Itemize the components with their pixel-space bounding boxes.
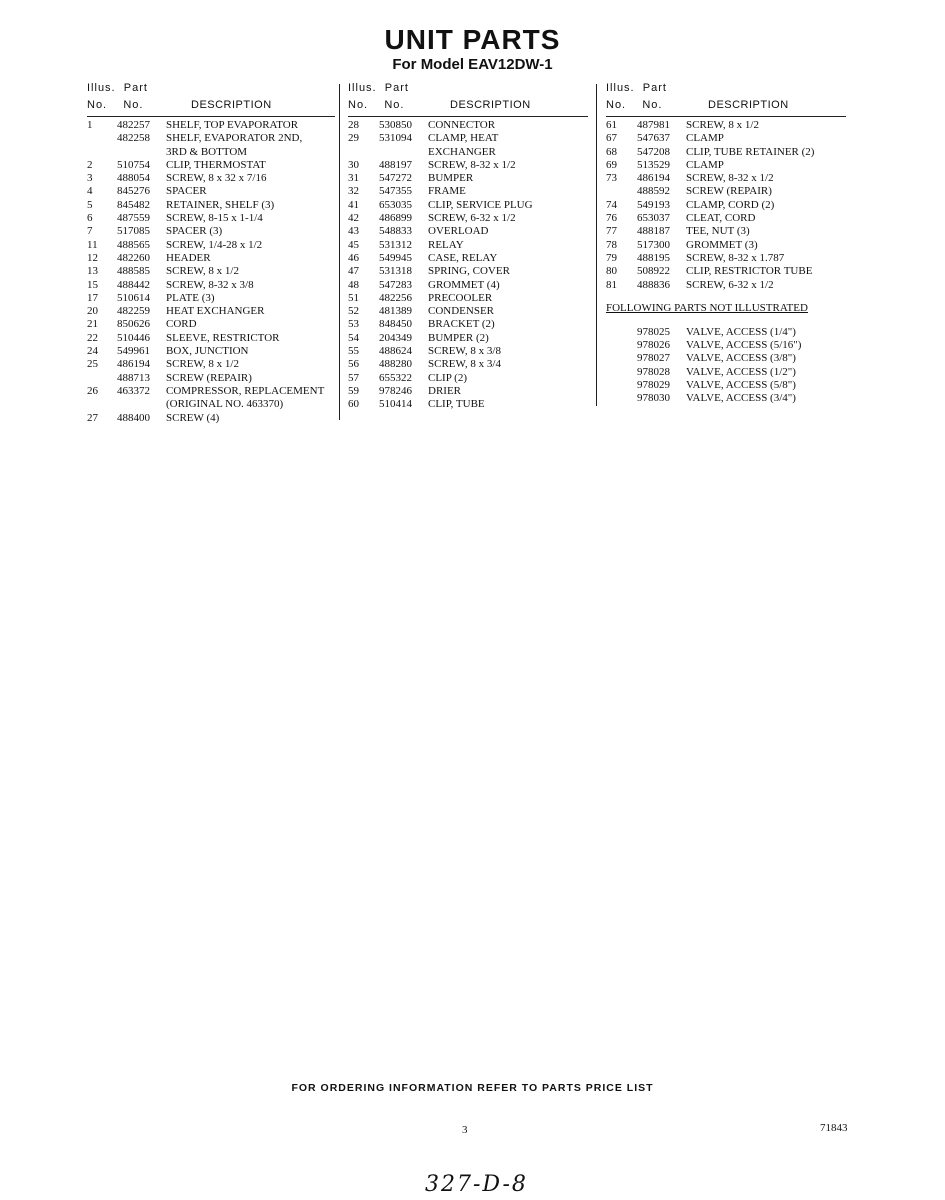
part-description: CLAMP, HEAT — [428, 132, 499, 145]
description-header: DESCRIPTION — [191, 99, 272, 111]
part-number: 531318 — [379, 265, 412, 278]
part-row — [606, 132, 846, 145]
parts-column-1 — [87, 82, 335, 425]
part-row — [87, 279, 335, 292]
part-row — [606, 279, 846, 292]
page-title: UNIT PARTS — [384, 24, 561, 55]
handwritten-note: 327-D-8 — [425, 1172, 528, 1197]
part-row — [87, 252, 335, 265]
illus-number: 4 — [87, 185, 93, 198]
part-row — [87, 146, 335, 159]
not-illustrated-row — [606, 379, 846, 392]
not-illustrated-row — [606, 339, 846, 352]
illus-number: 68 — [606, 145, 617, 158]
illus-number: 56 — [348, 358, 359, 371]
part-number: 547637 — [637, 132, 670, 145]
no-labels: No. No. — [87, 99, 144, 111]
illus-part-label: Illus. Part — [87, 82, 148, 94]
illus-number: 24 — [87, 345, 98, 358]
part-number: 463372 — [117, 384, 150, 397]
illus-number: 79 — [606, 251, 617, 264]
part-description: CLEAT, CORD — [686, 212, 756, 225]
part-description: CLIP, SERVICE PLUG — [428, 198, 533, 211]
part-row — [606, 159, 846, 172]
part-row — [87, 358, 335, 371]
part-number: 517085 — [117, 225, 150, 238]
part-row — [606, 225, 846, 238]
part-description: CONDENSER — [428, 305, 495, 318]
part-row — [348, 385, 588, 398]
illus-number: 31 — [348, 172, 359, 185]
illus-number: 22 — [87, 331, 98, 344]
part-description: CLAMP — [686, 132, 724, 145]
part-number: 547283 — [379, 278, 412, 291]
part-number: 482260 — [117, 251, 150, 264]
illus-number: 74 — [606, 198, 617, 211]
part-row — [87, 132, 335, 145]
part-description: FRAME — [428, 185, 466, 198]
part-row — [348, 225, 588, 238]
part-description: CLAMP, CORD (2) — [686, 198, 775, 211]
part-description: RELAY — [428, 238, 464, 251]
part-row — [87, 305, 335, 318]
part-description: DRIER — [428, 384, 461, 397]
part-number: 978028 — [637, 365, 670, 378]
part-description: SCREW (REPAIR) — [686, 185, 772, 198]
part-number: 547355 — [379, 185, 412, 198]
part-number: 655322 — [379, 371, 412, 384]
part-number: 978027 — [637, 352, 670, 365]
part-description: CASE, RELAY — [428, 251, 498, 264]
not-illustrated-row — [606, 352, 846, 365]
part-row — [348, 358, 588, 371]
illus-number: 60 — [348, 398, 359, 411]
illus-number: 78 — [606, 238, 617, 251]
part-description: SCREW, 8 x 1/2 — [166, 265, 239, 278]
part-row — [606, 265, 846, 278]
header-rule — [348, 116, 588, 117]
part-number: 531094 — [379, 132, 412, 145]
part-row — [87, 239, 335, 252]
part-row — [348, 292, 588, 305]
part-row — [348, 332, 588, 345]
part-description: SPACER — [166, 185, 207, 198]
part-description: SCREW (4) — [166, 411, 220, 424]
illus-number: 26 — [87, 384, 98, 397]
header-rule — [87, 116, 335, 117]
part-description: SCREW, 8-32 x 1/2 — [428, 158, 516, 171]
part-number: 486194 — [117, 358, 150, 371]
part-description: CLAMP — [686, 158, 724, 171]
part-description: SHELF, EVAPORATOR 2ND, — [166, 132, 303, 145]
part-description: CLIP, THERMOSTAT — [166, 158, 266, 171]
part-description: SCREW, 6-32 x 1/2 — [686, 278, 774, 291]
part-description: SCREW, 8-32 x 3/8 — [166, 278, 254, 291]
no-labels: No. No. — [606, 99, 663, 111]
part-description: PRECOOLER — [428, 291, 493, 304]
part-number: 978025 — [637, 325, 670, 338]
part-number: 488713 — [117, 371, 150, 384]
not-illustrated-list — [606, 326, 846, 406]
illus-number: 13 — [87, 265, 98, 278]
part-number: 547272 — [379, 172, 412, 185]
part-row — [606, 185, 846, 198]
illus-number: 11 — [87, 238, 98, 251]
model-subtitle: For Model EAV12DW-1 — [392, 56, 553, 73]
illus-number: 59 — [348, 384, 359, 397]
illus-number: 67 — [606, 132, 617, 145]
illus-number: 45 — [348, 238, 359, 251]
part-number: 482258 — [117, 132, 150, 145]
part-description: 3RD & BOTTOM — [166, 145, 248, 158]
illus-number: 29 — [348, 132, 359, 145]
part-description: SCREW, 8-32 x 1/2 — [686, 172, 774, 185]
part-row — [87, 172, 335, 185]
part-description: SCREW, 8 x 1/2 — [686, 119, 759, 131]
part-row — [348, 172, 588, 185]
part-number: 513529 — [637, 158, 670, 171]
part-description: GROMMET (4) — [428, 278, 500, 291]
part-description: CLIP, TUBE — [428, 398, 485, 411]
part-description: VALVE, ACCESS (3/4") — [686, 392, 796, 405]
illus-number: 3 — [87, 172, 93, 185]
part-row — [348, 132, 588, 145]
part-description: CORD — [166, 318, 197, 331]
part-description: SCREW, 6-32 x 1/2 — [428, 212, 516, 225]
illus-number: 6 — [87, 212, 93, 225]
part-number: 488585 — [117, 265, 150, 278]
part-description: VALVE, ACCESS (5/8") — [686, 379, 796, 392]
page-number: 3 — [462, 1124, 468, 1136]
part-number: 486899 — [379, 212, 412, 225]
part-number: 531312 — [379, 238, 412, 251]
parts-column-2 — [348, 82, 588, 412]
part-row — [348, 159, 588, 172]
not-illustrated-row — [606, 326, 846, 339]
part-number: 488187 — [637, 225, 670, 238]
part-number: 510414 — [379, 398, 412, 411]
part-description: SPACER (3) — [166, 225, 223, 238]
part-row — [87, 199, 335, 212]
parts-list — [348, 119, 588, 412]
illus-number: 47 — [348, 265, 359, 278]
part-number: 482257 — [117, 119, 150, 131]
parts-list — [87, 119, 335, 425]
part-description: COMPRESSOR, REPLACEMENT — [166, 384, 325, 397]
illus-number: 52 — [348, 305, 359, 318]
part-number: 510446 — [117, 331, 150, 344]
part-number: 486194 — [637, 172, 670, 185]
part-number: 487981 — [637, 119, 670, 131]
part-number: 488197 — [379, 158, 412, 171]
illus-number: 77 — [606, 225, 617, 238]
illus-number: 20 — [87, 305, 98, 318]
part-description: BOX, JUNCTION — [166, 345, 249, 358]
illus-number: 81 — [606, 278, 617, 291]
part-number: 549945 — [379, 251, 412, 264]
part-number: 978026 — [637, 339, 670, 352]
part-description: CLIP, TUBE RETAINER (2) — [686, 145, 815, 158]
illus-number: 69 — [606, 158, 617, 171]
part-row — [606, 212, 846, 225]
part-description: (ORIGINAL NO. 463370) — [166, 398, 284, 411]
description-header: DESCRIPTION — [450, 99, 531, 111]
part-description: CONNECTOR — [428, 119, 496, 131]
illus-number: 32 — [348, 185, 359, 198]
part-row — [606, 172, 846, 185]
column-divider — [339, 84, 340, 420]
part-number: 510754 — [117, 158, 150, 171]
illus-number: 73 — [606, 172, 617, 185]
part-row — [87, 398, 335, 411]
part-description: VALVE, ACCESS (3/8") — [686, 352, 796, 365]
illus-number: 43 — [348, 225, 359, 238]
part-description: SLEEVE, RESTRICTOR — [166, 331, 280, 344]
part-number: 978030 — [637, 392, 670, 405]
part-description: RETAINER, SHELF (3) — [166, 198, 275, 211]
part-number: 850626 — [117, 318, 150, 331]
part-row — [348, 119, 588, 132]
illus-number: 5 — [87, 198, 93, 211]
parts-list — [606, 119, 846, 292]
part-description: VALVE, ACCESS (1/2") — [686, 365, 796, 378]
part-description: SHELF, TOP EVAPORATOR — [166, 119, 299, 131]
part-description: SCREW, 8 x 3/4 — [428, 358, 501, 371]
part-description: EXCHANGER — [428, 145, 496, 158]
part-row — [87, 372, 335, 385]
part-row — [87, 385, 335, 398]
part-description: OVERLOAD — [428, 225, 489, 238]
part-description: CLIP (2) — [428, 371, 468, 384]
illus-number: 17 — [87, 291, 98, 304]
not-illustrated-row — [606, 392, 846, 405]
document-number: 71843 — [820, 1122, 848, 1134]
illus-number: 48 — [348, 278, 359, 291]
part-description: TEE, NUT (3) — [686, 225, 750, 238]
part-row — [87, 159, 335, 172]
part-row — [606, 119, 846, 132]
illus-number: 21 — [87, 318, 98, 331]
part-row — [87, 265, 335, 278]
column-header — [87, 82, 335, 116]
part-number: 653035 — [379, 198, 412, 211]
no-labels: No. No. — [348, 99, 405, 111]
part-number: 549961 — [117, 345, 150, 358]
part-number: 488442 — [117, 278, 150, 291]
part-number: 481389 — [379, 305, 412, 318]
part-row — [606, 252, 846, 265]
part-row — [348, 318, 588, 331]
illus-number: 28 — [348, 119, 359, 131]
part-number: 488280 — [379, 358, 412, 371]
part-number: 547208 — [637, 145, 670, 158]
part-row — [606, 146, 846, 159]
part-number: 488624 — [379, 345, 412, 358]
illus-number: 76 — [606, 212, 617, 225]
part-number: 488592 — [637, 185, 670, 198]
part-number: 845482 — [117, 198, 150, 211]
part-row — [87, 185, 335, 198]
part-description: VALVE, ACCESS (1/4") — [686, 325, 796, 338]
illus-number: 7 — [87, 225, 93, 238]
column-divider — [596, 84, 597, 406]
part-number: 482256 — [379, 291, 412, 304]
part-row — [606, 199, 846, 212]
part-number: 488400 — [117, 411, 150, 424]
part-number: 488565 — [117, 238, 150, 251]
ordering-info-footer: FOR ORDERING INFORMATION REFER TO PARTS PRICE LIST — [291, 1082, 654, 1094]
part-description: BRACKET (2) — [428, 318, 495, 331]
part-row — [606, 239, 846, 252]
part-row — [348, 185, 588, 198]
part-row — [348, 345, 588, 358]
illus-number: 30 — [348, 158, 359, 171]
column-header — [348, 82, 588, 116]
part-number: 204349 — [379, 331, 412, 344]
part-number: 487559 — [117, 212, 150, 225]
part-row — [348, 239, 588, 252]
part-number: 549193 — [637, 198, 670, 211]
column-header — [606, 82, 846, 116]
part-description: BUMPER — [428, 172, 474, 185]
part-row — [348, 199, 588, 212]
part-row — [348, 372, 588, 385]
illus-number: 41 — [348, 198, 359, 211]
part-description: SCREW, 8 x 3/8 — [428, 345, 501, 358]
illus-number: 1 — [87, 119, 93, 131]
description-header: DESCRIPTION — [708, 99, 789, 111]
part-number: 653037 — [637, 212, 670, 225]
part-row — [87, 292, 335, 305]
illus-number: 54 — [348, 331, 359, 344]
part-description: SCREW, 1/4-28 x 1/2 — [166, 238, 263, 251]
illus-part-label: Illus. Part — [606, 82, 667, 94]
illus-part-label: Illus. Part — [348, 82, 409, 94]
part-number: 488054 — [117, 172, 150, 185]
illus-number: 61 — [606, 119, 617, 131]
part-description: PLATE (3) — [166, 291, 215, 304]
part-number: 978246 — [379, 384, 412, 397]
part-number: 488195 — [637, 251, 670, 264]
part-number: 978029 — [637, 379, 670, 392]
part-row — [87, 212, 335, 225]
part-row — [87, 119, 335, 132]
illus-number: 51 — [348, 291, 359, 304]
part-number: 510614 — [117, 291, 150, 304]
part-description: HEADER — [166, 251, 211, 264]
part-row — [348, 305, 588, 318]
illus-number: 46 — [348, 251, 359, 264]
part-row — [348, 146, 588, 159]
illus-number: 12 — [87, 251, 98, 264]
part-number: 482259 — [117, 305, 150, 318]
part-row — [87, 318, 335, 331]
header-rule — [606, 116, 846, 117]
illus-number: 55 — [348, 345, 359, 358]
part-description: GROMMET (3) — [686, 238, 758, 251]
not-illustrated-header: FOLLOWING PARTS NOT ILLUSTRATED — [606, 301, 808, 314]
part-row — [87, 225, 335, 238]
part-row — [87, 412, 335, 425]
part-number: 548833 — [379, 225, 412, 238]
part-description: BUMPER (2) — [428, 331, 489, 344]
part-row — [348, 212, 588, 225]
illus-number: 53 — [348, 318, 359, 331]
part-row — [348, 252, 588, 265]
part-number: 848450 — [379, 318, 412, 331]
illus-number: 42 — [348, 212, 359, 225]
part-row — [348, 398, 588, 411]
part-row — [348, 279, 588, 292]
illus-number: 57 — [348, 371, 359, 384]
part-number: 530850 — [379, 119, 412, 131]
part-number: 517300 — [637, 238, 670, 251]
part-row — [87, 332, 335, 345]
part-description: VALVE, ACCESS (5/16") — [686, 339, 802, 352]
part-description: SCREW, 8 x 1/2 — [166, 358, 239, 371]
part-description: HEAT EXCHANGER — [166, 305, 265, 318]
illus-number: 80 — [606, 265, 617, 278]
illus-number: 15 — [87, 278, 98, 291]
not-illustrated-row — [606, 366, 846, 379]
parts-column-3 — [606, 82, 846, 406]
illus-number: 27 — [87, 411, 98, 424]
part-number: 845276 — [117, 185, 150, 198]
part-number: 508922 — [637, 265, 670, 278]
part-row — [87, 345, 335, 358]
part-number: 488836 — [637, 278, 670, 291]
part-description: SPRING, COVER — [428, 265, 510, 278]
illus-number: 25 — [87, 358, 98, 371]
part-row — [348, 265, 588, 278]
illus-number: 2 — [87, 158, 93, 171]
part-description: SCREW (REPAIR) — [166, 371, 252, 384]
part-description: CLIP, RESTRICTOR TUBE — [686, 265, 813, 278]
part-description: SCREW, 8 x 32 x 7/16 — [166, 172, 267, 185]
part-description: SCREW, 8-32 x 1.787 — [686, 251, 785, 264]
part-description: SCREW, 8-15 x 1-1/4 — [166, 212, 263, 225]
